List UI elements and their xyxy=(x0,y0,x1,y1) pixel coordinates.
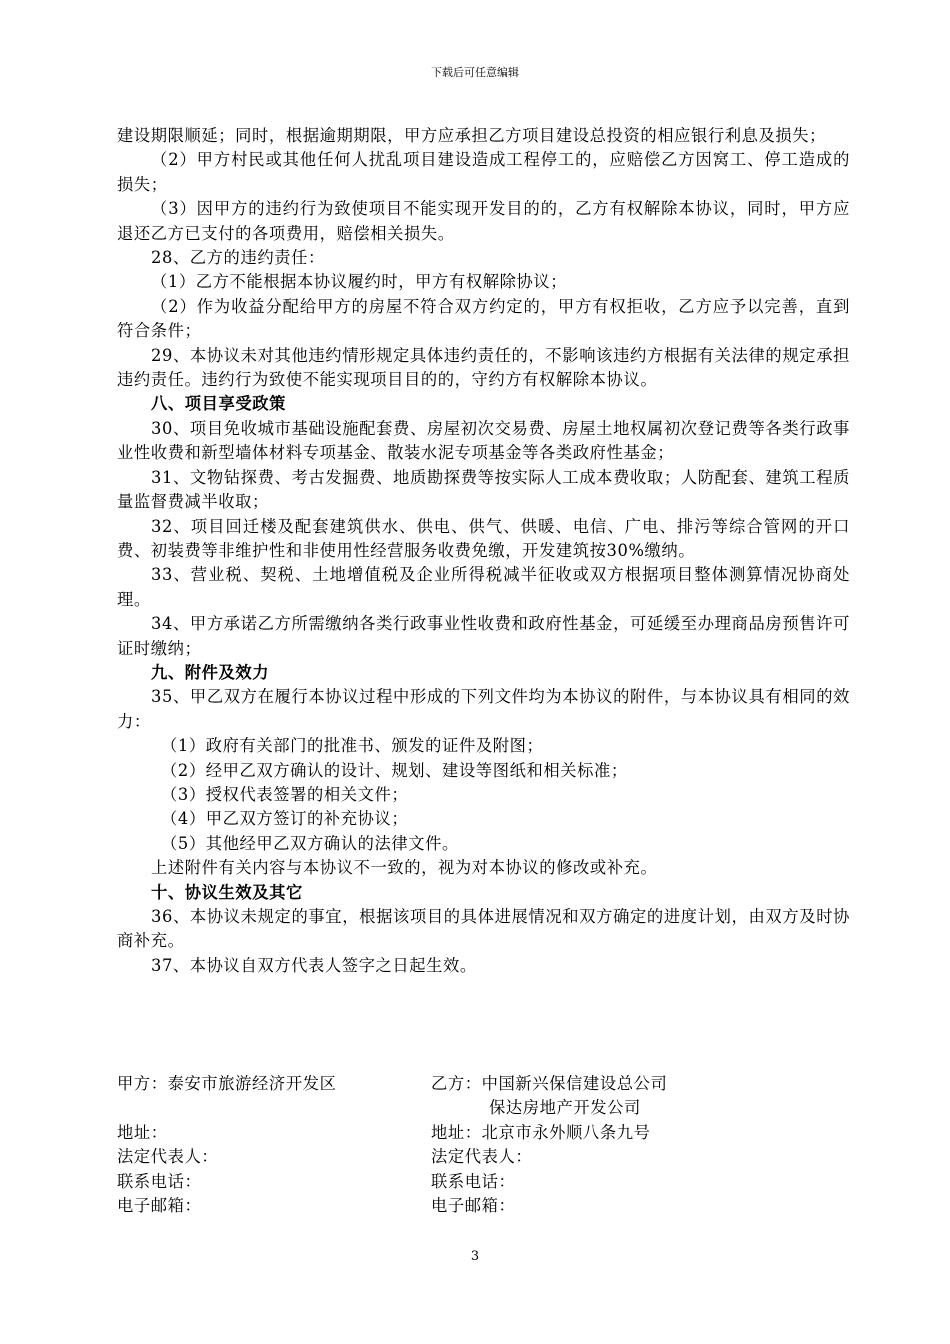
paragraph: 37、本协议自双方代表人签字之日起生效。 xyxy=(151,955,477,975)
party-a-email: 电子邮箱： xyxy=(117,1196,202,1216)
paragraph: 32、项目回迁楼及配套建筑供水、供电、供气、供暖、电信、广电、排污等综合管网的开口费、初装费等非维护性和非使用性经营服务收费免缴，开发建筑按30%缴纳。 xyxy=(117,516,850,560)
party-a-name: 甲方：泰安市旅游经济开发区 xyxy=(117,1074,337,1093)
paragraph: 建设期限顺延；同时，根据逾期期限，甲方应承担乙方项目建设总投资的相应银行利息及损失； xyxy=(117,126,827,145)
paragraph: 34、甲方承诺乙方所需缴纳各类行政事业性收费和政府性基金，可延缓至办理商品房预售许可证时缴纳； xyxy=(117,614,850,658)
party-b-email: 电子邮箱： xyxy=(431,1196,516,1216)
party-b-name-line2: 保达房地产开发公司 xyxy=(489,1098,641,1118)
paragraph: 28、乙方的违约责任： xyxy=(151,248,325,268)
signature-block xyxy=(117,1072,850,1218)
paragraph: 30、项目免收城市基础设施配套费、房屋初次交易费、房屋土地权属初次登记费等各类行政事业性收费和新型墙体材料专项基金、散装水泥专项基金等各类政府性基金； xyxy=(117,418,850,463)
paragraph: 36、本协议未规定的事宜，根据该项目的具体进展情况和双方确定的进度计划，由双方及时协商补充。 xyxy=(117,907,850,951)
list-item: （4）甲乙双方签订的补充协议； xyxy=(161,809,409,829)
list-item: （1）政府有关部门的批准书、颁发的证件及附图； xyxy=(161,736,544,756)
list-item: （3）授权代表签署的相关文件； xyxy=(161,784,409,804)
party-a-phone: 联系电话： xyxy=(117,1171,202,1191)
paragraph: （2）作为收益分配给甲方的房屋不符合双方约定的，甲方有权拒收，乙方应予以完善，直到符合条件； xyxy=(117,296,850,341)
paragraph: 31、文物钻探费、考古发掘费、地质勘探费等按实际人工成本费收取；人防配套、建筑工程质量监督费减半收取； xyxy=(117,467,850,512)
page-header: 下载后可任意编辑 xyxy=(431,66,519,79)
paragraph: （1）乙方不能根据本协议履约时，甲方有权解除协议； xyxy=(151,272,568,292)
paragraph: （3）因甲方的违约行为致使项目不能实现开发目的的，乙方有权解除本协议，同时，甲方应退还乙方已支付的各项费用，赔偿相关损失。 xyxy=(117,199,850,243)
party-a-representative: 法定代表人： xyxy=(117,1147,219,1167)
party-b-representative: 法定代表人： xyxy=(431,1147,533,1167)
section-heading: 八、项目享受政策 xyxy=(151,394,287,414)
party-a-address: 地址： xyxy=(117,1122,168,1142)
paragraph: （2）甲方村民或其他任何人扰乱项目建设造成工程停工的，应赔偿乙方因窝工、停工造成的损失； xyxy=(117,150,850,194)
section-heading: 九、附件及效力 xyxy=(151,662,270,682)
party-b-phone: 联系电话： xyxy=(431,1171,516,1191)
party-b-address: 地址：北京市永外顺八条九号 xyxy=(431,1122,651,1142)
document-body xyxy=(117,124,850,978)
paragraph: 上述附件有关内容与本协议不一致的，视为对本协议的修改或补充。 xyxy=(151,858,658,878)
section-heading: 十、协议生效及其它 xyxy=(151,882,303,902)
list-item: （5）其他经甲乙双方确认的法律文件。 xyxy=(161,833,459,853)
party-b-name: 乙方：中国新兴保信建设总公司 xyxy=(431,1074,668,1093)
page-number: 3 xyxy=(470,1249,480,1264)
paragraph: 29、本协议未对其他违约情形规定具体违约责任的，不影响该违约方根据有关法律的规定承担违约责任。违约行为致使不能实现项目目的的，守约方有权解除本协议。 xyxy=(117,345,850,390)
paragraph: 35、甲乙双方在履行本协议过程中形成的下列文件均为本协议的附件，与本协议具有相同的效力： xyxy=(117,687,850,731)
paragraph: 33、营业税、契税、土地增值税及企业所得税减半征收或双方根据项目整体测算情况协商处理。 xyxy=(117,565,850,609)
list-item: （2）经甲乙双方确认的设计、规划、建设等图纸和相关标准； xyxy=(161,760,628,780)
